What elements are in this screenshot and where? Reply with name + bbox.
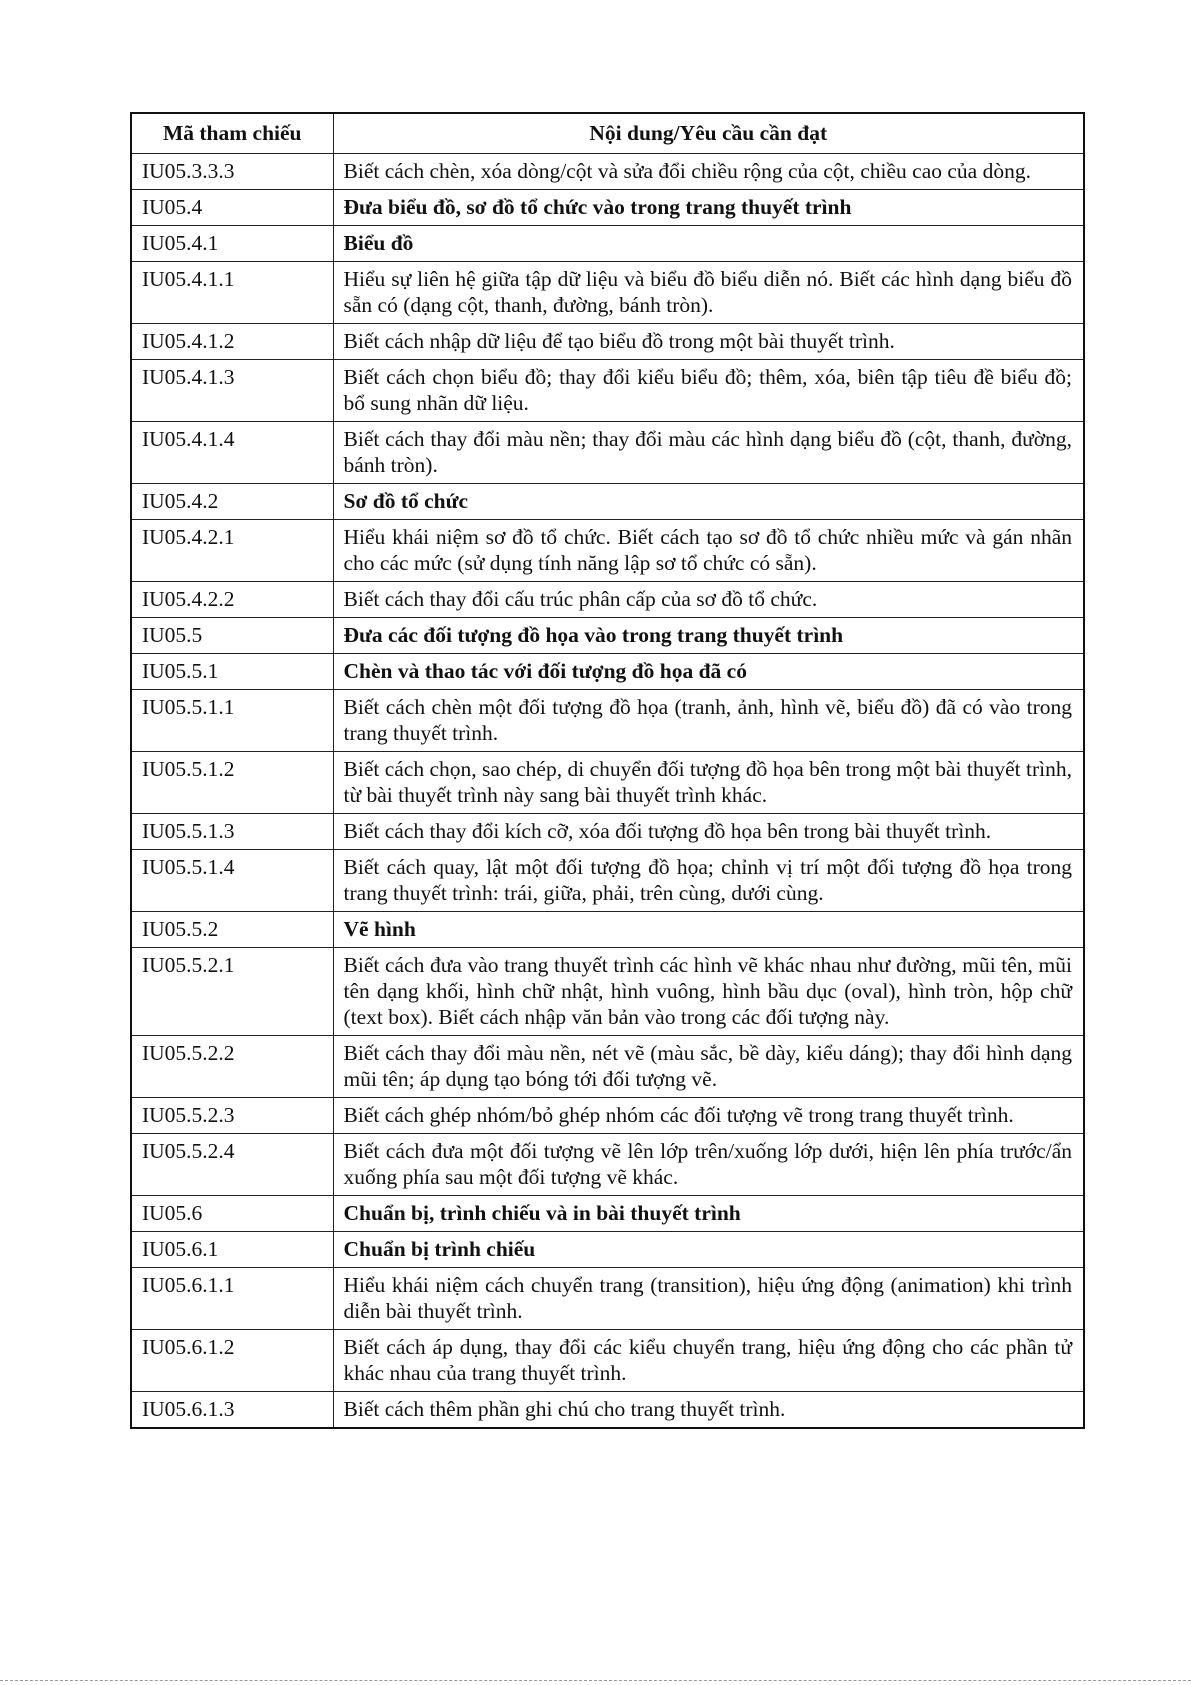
table-header-row xyxy=(131,113,1084,154)
requirement-text-cell: Biết cách thay đổi màu nền, nét vẽ (màu sắc, bề dày, kiểu dáng); thay đổi hình dạng mũi tên; áp dụng tạo bóng tới đối tượng vẽ. xyxy=(333,1036,1084,1098)
reference-code-cell: IU05.4.1.2 xyxy=(131,324,333,360)
requirement-text-cell: Chuẩn bị trình chiếu xyxy=(333,1232,1084,1268)
requirement-text-cell: Biết cách thay đổi kích cỡ, xóa đối tượng đồ họa bên trong bài thuyết trình. xyxy=(333,814,1084,850)
requirement-text-cell: Sơ đồ tổ chức xyxy=(333,484,1084,520)
reference-code-cell: IU05.4.1.4 xyxy=(131,422,333,484)
table-row xyxy=(131,154,1084,190)
requirement-text-cell: Biết cách quay, lật một đối tượng đồ họa; chỉnh vị trí một đối tượng đồ họa trong trang thuyết trình: trái, giữa, phải, trên cùng, dưới cùng. xyxy=(333,850,1084,912)
table-row xyxy=(131,1330,1084,1392)
requirement-text-cell: Chuẩn bị, trình chiếu và in bài thuyết trình xyxy=(333,1196,1084,1232)
reference-code-cell: IU05.5.2 xyxy=(131,912,333,948)
table-row xyxy=(131,1196,1084,1232)
table-row xyxy=(131,262,1084,324)
requirement-text-cell: Đưa các đối tượng đồ họa vào trong trang thuyết trình xyxy=(333,618,1084,654)
reference-code-cell: IU05.5.1.4 xyxy=(131,850,333,912)
reference-code-cell: IU05.6.1.3 xyxy=(131,1392,333,1429)
reference-code-cell: IU05.5.2.4 xyxy=(131,1134,333,1196)
table-row xyxy=(131,618,1084,654)
requirement-text-cell: Biểu đồ xyxy=(333,226,1084,262)
reference-code-cell: IU05.4.2 xyxy=(131,484,333,520)
reference-code-cell: IU05.6 xyxy=(131,1196,333,1232)
table-row xyxy=(131,1134,1084,1196)
table-row xyxy=(131,1232,1084,1268)
table-row xyxy=(131,520,1084,582)
reference-code-cell: IU05.5.2.2 xyxy=(131,1036,333,1098)
requirement-text-cell: Biết cách chọn biểu đồ; thay đổi kiểu biểu đồ; thêm, xóa, biên tập tiêu đề biểu đồ; bổ sung nhãn dữ liệu. xyxy=(333,360,1084,422)
requirement-text-cell: Hiểu sự liên hệ giữa tập dữ liệu và biểu đồ biểu diễn nó. Biết các hình dạng biểu đồ sẵn có (dạng cột, thanh, đường, bánh tròn). xyxy=(333,262,1084,324)
reference-code-cell: IU05.6.1.1 xyxy=(131,1268,333,1330)
requirement-text-cell: Biết cách đưa vào trang thuyết trình các hình vẽ khác nhau như đường, mũi tên, mũi tên dạng khối, hình chữ nhật, hình vuông, hình bầu dục (oval), hình tròn, hộp chữ (text box). Biết cách nhập văn bản vào trong các đối tượng này. xyxy=(333,948,1084,1036)
table-row xyxy=(131,690,1084,752)
table-row xyxy=(131,1036,1084,1098)
table-row xyxy=(131,484,1084,520)
reference-code-cell: IU05.4.1.3 xyxy=(131,360,333,422)
table-row xyxy=(131,850,1084,912)
requirement-text-cell: Biết cách chọn, sao chép, di chuyển đối tượng đồ họa bên trong một bài thuyết trình, từ bài thuyết trình này sang bài thuyết trình khác. xyxy=(333,752,1084,814)
requirement-text-cell: Biết cách thêm phần ghi chú cho trang thuyết trình. xyxy=(333,1392,1084,1429)
reference-code-cell: IU05.4.1.1 xyxy=(131,262,333,324)
table-row xyxy=(131,752,1084,814)
reference-code-cell: IU05.4.2.1 xyxy=(131,520,333,582)
table-row xyxy=(131,422,1084,484)
table-row xyxy=(131,948,1084,1036)
requirement-text-cell: Biết cách thay đổi cấu trúc phân cấp của sơ đồ tổ chức. xyxy=(333,582,1084,618)
table-row xyxy=(131,814,1084,850)
reference-code-cell: IU05.5.1.3 xyxy=(131,814,333,850)
header-reference-code: Mã tham chiếu xyxy=(131,113,333,154)
requirement-text-cell: Biết cách chèn một đối tượng đồ họa (tranh, ảnh, hình vẽ, biểu đồ) đã có vào trong trang thuyết trình. xyxy=(333,690,1084,752)
table-row xyxy=(131,654,1084,690)
table-row xyxy=(131,360,1084,422)
requirement-text-cell: Hiểu khái niệm cách chuyển trang (transition), hiệu ứng động (animation) khi trình diễn bài thuyết trình. xyxy=(333,1268,1084,1330)
table-row xyxy=(131,190,1084,226)
requirement-text-cell: Biết cách ghép nhóm/bỏ ghép nhóm các đối tượng vẽ trong trang thuyết trình. xyxy=(333,1098,1084,1134)
requirement-text-cell: Hiểu khái niệm sơ đồ tổ chức. Biết cách tạo sơ đồ tổ chức nhiều mức và gán nhãn cho các mức (sử dụng tính năng lập sơ tổ chức có sẵn). xyxy=(333,520,1084,582)
table-row xyxy=(131,912,1084,948)
reference-code-cell: IU05.6.1.2 xyxy=(131,1330,333,1392)
requirement-text-cell: Biết cách chèn, xóa dòng/cột và sửa đổi chiều rộng của cột, chiều cao của dòng. xyxy=(333,154,1084,190)
reference-code-cell: IU05.5.2.1 xyxy=(131,948,333,1036)
table-row xyxy=(131,1268,1084,1330)
requirement-text-cell: Biết cách thay đổi màu nền; thay đổi màu các hình dạng biểu đồ (cột, thanh, đường, bánh tròn). xyxy=(333,422,1084,484)
reference-code-cell: IU05.3.3.3 xyxy=(131,154,333,190)
footer-divider xyxy=(0,1680,1191,1681)
reference-code-cell: IU05.5.1.2 xyxy=(131,752,333,814)
requirement-text-cell: Đưa biểu đồ, sơ đồ tổ chức vào trong trang thuyết trình xyxy=(333,190,1084,226)
table-row xyxy=(131,1392,1084,1429)
requirement-text-cell: Biết cách nhập dữ liệu để tạo biểu đồ trong một bài thuyết trình. xyxy=(333,324,1084,360)
requirement-text-cell: Chèn và thao tác với đối tượng đồ họa đã có xyxy=(333,654,1084,690)
reference-code-cell: IU05.5.1.1 xyxy=(131,690,333,752)
reference-code-cell: IU05.4 xyxy=(131,190,333,226)
table-row xyxy=(131,582,1084,618)
reference-code-cell: IU05.4.2.2 xyxy=(131,582,333,618)
table-row xyxy=(131,226,1084,262)
reference-code-cell: IU05.5.2.3 xyxy=(131,1098,333,1134)
requirement-text-cell: Biết cách đưa một đối tượng vẽ lên lớp trên/xuống lớp dưới, hiện lên phía trước/ẩn xuống phía sau một đối tượng vẽ khác. xyxy=(333,1134,1084,1196)
reference-code-cell: IU05.4.1 xyxy=(131,226,333,262)
reference-code-cell: IU05.5 xyxy=(131,618,333,654)
table-row xyxy=(131,324,1084,360)
requirement-text-cell: Vẽ hình xyxy=(333,912,1084,948)
header-content-requirement: Nội dung/Yêu cầu cần đạt xyxy=(333,113,1084,154)
reference-code-cell: IU05.5.1 xyxy=(131,654,333,690)
requirement-text-cell: Biết cách áp dụng, thay đổi các kiểu chuyển trang, hiệu ứng động cho các phần tử khác nhau của trang thuyết trình. xyxy=(333,1330,1084,1392)
table-row xyxy=(131,1098,1084,1134)
table-body xyxy=(131,154,1084,1429)
reference-code-cell: IU05.6.1 xyxy=(131,1232,333,1268)
reference-table xyxy=(130,112,1085,1429)
